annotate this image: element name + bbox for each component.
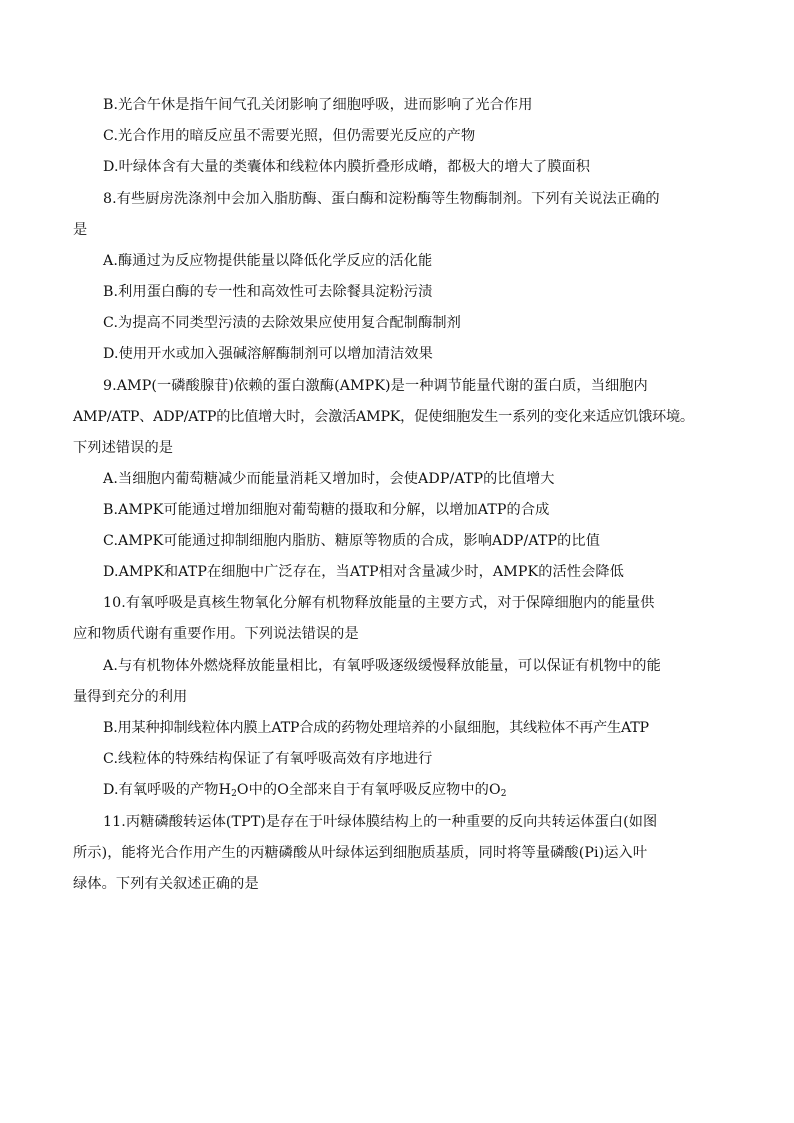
q10-option-b: B.用某种抑制线粒体内膜上ATP合成的药物处理培养的小鼠细胞，其线粒体不再产生ATP — [103, 720, 649, 736]
q7-option-b: B.光合午休是指午间气孔关闭影响了细胞呼吸，进而影响了光合作用 — [103, 97, 533, 113]
q8-option-c: C.为提高不同类型污渍的去除效果应使用复合配制酶制剂 — [103, 315, 461, 331]
q11-stem-line-3: 绿体。下列有关叙述正确的是 — [73, 876, 259, 892]
q8-option-b: B.利用蛋白酶的专一性和高效性可去除餐具淀粉污渍 — [103, 284, 433, 300]
q11-stem-line-1: 11.丙糖磷酸转运体(TPT)是存在于叶绿体膜结构上的一种重要的反向共转运体蛋白(如图 — [103, 814, 658, 830]
q7-option-c: C.光合作用的暗反应虽不需要光照，但仍需要光反应的产物 — [103, 128, 476, 144]
q10-option-d — [103, 780, 507, 800]
q8-stem-line-1: 8.有些厨房洗涤剂中会加入脂肪酶、蛋白酶和淀粉酶等生物酶制剂。下列有关说法正确的 — [103, 191, 660, 207]
q7-option-d: D.叶绿体含有大量的类囊体和线粒体内膜折叠形成嵴，都极大的增大了膜面积 — [103, 159, 591, 175]
q10-stem-line-2: 应和物质代谢有重要作用。下列说法错误的是 — [73, 626, 359, 642]
q10-stem-line-1: 10.有氧呼吸是真核生物氧化分解有机物释放能量的主要方式，对于保障细胞内的能量供 — [103, 595, 655, 611]
q8-stem-line-2: 是 — [73, 222, 88, 238]
q9-option-a: A.当细胞内葡萄糖减少而能量消耗又增加时，会使ADP/ATP的比值增大 — [103, 471, 555, 487]
q9-option-b: B.AMPK可能通过增加细胞对葡萄糖的摄取和分解，以增加ATP的合成 — [103, 502, 550, 518]
q10-option-a-line-2: 量得到充分的利用 — [73, 689, 188, 705]
q9-option-d: D.AMPK和ATP在细胞中广泛存在，当ATP相对含量减少时，AMPK的活性会降低 — [103, 564, 624, 580]
q10-option-d-subscript-2: 2 — [500, 789, 507, 799]
q9-stem-line-3: 下列述错误的是 — [73, 440, 174, 456]
q10-option-a-line-1: A.与有机物体外燃烧释放能量相比，有氧呼吸逐级缓慢释放能量，可以保证有机物中的能 — [103, 658, 661, 674]
q9-stem-line-1: 9.AMP(一磷酸腺苷)依赖的蛋白激酶(AMPK)是一种调节能量代谢的蛋白质，当细胞内 — [103, 378, 648, 394]
q11-stem-line-2: 所示)，能将光合作用产生的丙糖磷酸从叶绿体运到细胞质基质，同时将等量磷酸(Pi)运入叶 — [73, 845, 648, 861]
q10-option-d-text-1: D.有氧呼吸的产物H — [103, 782, 232, 798]
q8-option-a: A.酶通过为反应物提供能量以降低化学反应的活化能 — [103, 253, 433, 269]
q10-option-d-subscript-1: 2 — [231, 789, 237, 799]
q10-option-d-text-2: O中的O全部来自于有氧呼吸反应物中的O — [236, 782, 501, 798]
q10-option-c: C.线粒体的特殊结构保证了有氧呼吸高效有序地进行 — [103, 751, 433, 767]
q8-option-d: D.使用开水或加入强碱溶解酶制剂可以增加清洁效果 — [103, 346, 433, 362]
q9-option-c: C.AMPK可能通过抑制细胞内脂肪、糖原等物质的合成，影响ADP/ATP的比值 — [103, 533, 600, 549]
q9-stem-line-2: AMP/ATP、ADP/ATP的比值增大时，会激活AMPK，促使细胞发生一系列的变化来适应饥饿环境。 — [73, 409, 694, 425]
